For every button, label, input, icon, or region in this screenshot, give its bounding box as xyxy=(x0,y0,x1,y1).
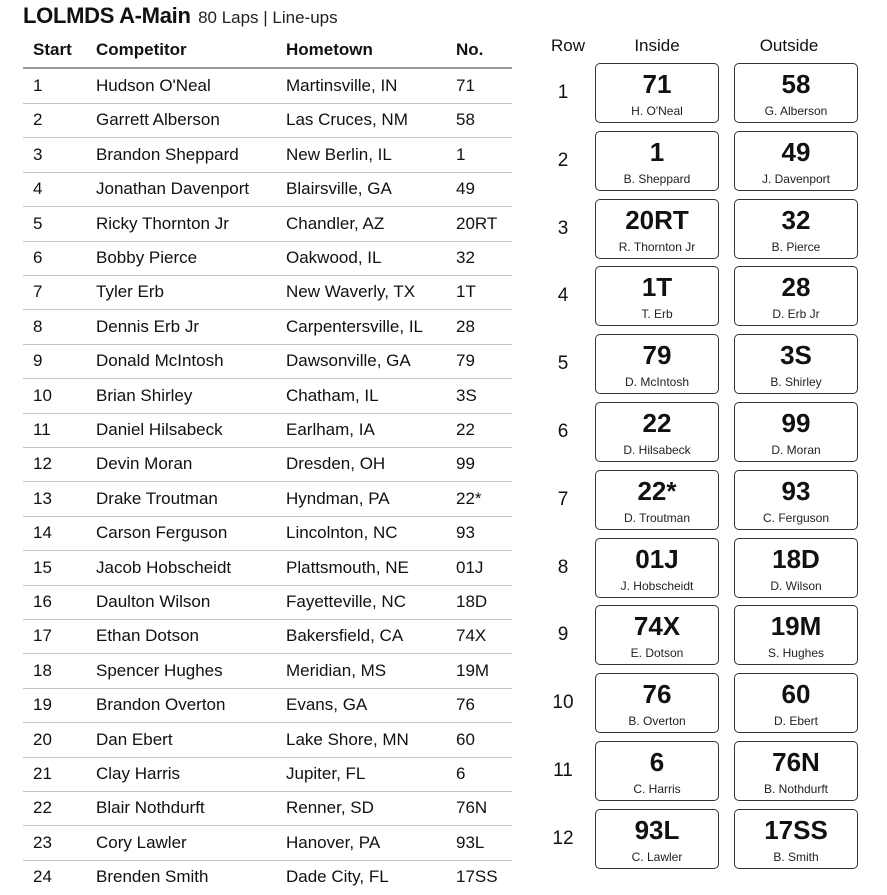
hometown-cell: Carpentersville, IL xyxy=(286,316,424,336)
competitor-cell: Jonathan Davenport xyxy=(96,179,250,199)
grid-row-number: 3 xyxy=(557,217,569,239)
car-number: 3S xyxy=(780,340,812,371)
start-cell: 6 xyxy=(33,248,43,267)
competitor-cell: Daniel Hilsabeck xyxy=(96,420,223,439)
car-number: 1 xyxy=(649,136,665,167)
hometown-cell: Fayetteville, NC xyxy=(286,592,406,611)
number-cell: 76N xyxy=(456,798,488,818)
start-cell: 14 xyxy=(33,523,52,543)
car-number: 17SS xyxy=(764,814,828,845)
table-row xyxy=(23,826,512,860)
car-number: 1T xyxy=(641,272,673,303)
car-number: 74X xyxy=(633,611,681,642)
hometown-cell: Lake Shore, MN xyxy=(286,729,409,749)
competitor-cell: Ricky Thornton Jr xyxy=(96,213,229,233)
competitor-cell: Devin Moran xyxy=(96,454,193,474)
hometown-cell: New Berlin, IL xyxy=(286,144,392,164)
driver-name: C. Harris xyxy=(633,782,681,796)
table-row xyxy=(23,723,512,757)
grid-slot-inside xyxy=(595,809,719,869)
grid-slot-inside xyxy=(595,741,719,801)
grid-slot-outside xyxy=(734,63,858,123)
table-row xyxy=(23,310,512,344)
grid-header-row: Row xyxy=(550,36,585,55)
grid-slot-outside xyxy=(734,131,858,191)
driver-name: D. McIntosh xyxy=(624,375,690,390)
grid-row-number: 5 xyxy=(557,353,569,375)
number-cell: 49 xyxy=(456,179,475,199)
number-cell: 71 xyxy=(456,76,475,95)
competitor-cell: Brandon Sheppard xyxy=(96,144,239,164)
driver-name: D. Ebert xyxy=(773,714,818,729)
table-row xyxy=(23,654,512,688)
car-number: 32 xyxy=(781,204,811,235)
grid-slot-outside xyxy=(734,605,858,665)
table-row xyxy=(23,482,512,516)
start-cell: 10 xyxy=(33,385,52,405)
table-row xyxy=(23,791,512,825)
hometown-cell: Hanover, PA xyxy=(286,832,381,852)
number-cell: 58 xyxy=(456,110,475,130)
grid-slot-outside xyxy=(734,741,858,801)
grid-slot-outside xyxy=(734,538,858,598)
car-number: 76 xyxy=(642,679,672,710)
competitor-cell: Dennis Erb Jr xyxy=(96,316,199,336)
grid-row-number: 12 xyxy=(552,827,574,849)
start-cell: 20 xyxy=(33,729,52,749)
start-cell: 1 xyxy=(33,76,43,95)
hometown-cell: Dawsonville, GA xyxy=(286,351,411,371)
competitor-cell: Brian Shirley xyxy=(96,385,193,405)
number-cell: 01J xyxy=(456,557,484,577)
header-number: No. xyxy=(456,40,484,59)
table-row xyxy=(23,275,512,309)
grid-slot-inside xyxy=(595,605,719,665)
number-cell: 20RT xyxy=(456,213,498,233)
competitor-cell: Clay Harris xyxy=(96,764,181,783)
table-row xyxy=(23,69,512,103)
driver-name: B. Nothdurft xyxy=(763,782,829,796)
car-number: 49 xyxy=(781,136,811,167)
start-cell: 13 xyxy=(33,488,52,508)
driver-name: B. Overton xyxy=(628,714,686,729)
driver-name: D. Erb Jr xyxy=(772,307,820,322)
start-cell: 17 xyxy=(33,626,52,646)
table-row xyxy=(23,860,512,894)
start-cell: 24 xyxy=(33,867,52,887)
table-row xyxy=(23,757,512,791)
grid-slot-inside xyxy=(595,538,719,598)
title-main: LOLMDS A-Main xyxy=(23,3,191,28)
number-cell: 74X xyxy=(456,626,487,646)
hometown-cell: Plattsmouth, NE xyxy=(286,557,409,577)
grid-slot-outside xyxy=(734,809,858,869)
start-cell: 23 xyxy=(33,832,52,852)
competitor-cell: Cory Lawler xyxy=(96,832,187,852)
start-cell: 8 xyxy=(33,316,43,336)
grid-row-number: 7 xyxy=(557,488,569,510)
car-number: 58 xyxy=(781,69,811,99)
hometown-cell: Dresden, OH xyxy=(286,454,386,474)
hometown-cell: New Waverly, TX xyxy=(286,282,416,302)
grid-header-inside: Inside xyxy=(634,36,680,55)
hometown-cell: Chatham, IL xyxy=(286,385,379,405)
grid-slot-outside xyxy=(734,470,858,530)
driver-name: E. Dotson xyxy=(630,646,684,661)
car-number: 22* xyxy=(637,475,677,506)
start-cell: 16 xyxy=(33,592,52,611)
start-cell: 5 xyxy=(33,213,43,233)
table-row xyxy=(23,172,512,206)
table-row xyxy=(23,241,512,275)
driver-name: B. Pierce xyxy=(771,239,821,254)
number-cell: 19M xyxy=(456,660,490,680)
grid-slot-inside xyxy=(595,266,719,326)
hometown-cell: Renner, SD xyxy=(286,798,374,818)
competitor-cell: Donald McIntosh xyxy=(96,351,224,371)
competitor-cell: Garrett Alberson xyxy=(96,110,220,130)
start-cell: 21 xyxy=(33,764,52,783)
grid-slot-outside xyxy=(734,199,858,259)
car-number: 76N xyxy=(772,747,820,777)
grid-slot-inside xyxy=(595,673,719,733)
driver-name: S. Hughes xyxy=(767,646,825,661)
driver-name: D. Troutman xyxy=(623,510,691,525)
hometown-cell: Meridian, MS xyxy=(286,660,387,680)
grid-row-number: 9 xyxy=(557,624,569,646)
competitor-cell: Bobby Pierce xyxy=(96,248,198,267)
hometown-cell: Evans, GA xyxy=(286,695,368,715)
number-cell: 3S xyxy=(456,385,477,405)
grid-row-number: 4 xyxy=(557,285,569,307)
table-row xyxy=(23,619,512,653)
driver-name: B. Smith xyxy=(773,849,819,864)
competitor-cell: Blair Nothdurft xyxy=(96,798,205,818)
competitor-cell: Brenden Smith xyxy=(96,867,209,887)
number-cell: 93 xyxy=(456,523,475,543)
grid-slot-inside xyxy=(595,63,719,123)
table-row xyxy=(23,207,512,241)
start-cell: 3 xyxy=(33,144,43,164)
hometown-cell: Jupiter, FL xyxy=(286,764,366,783)
grid-slot-outside xyxy=(734,402,858,462)
number-cell: 32 xyxy=(456,248,475,267)
grid-slot-outside xyxy=(734,334,858,394)
table-row xyxy=(23,551,512,585)
grid-row-number: 10 xyxy=(552,692,574,714)
competitor-cell: Spencer Hughes xyxy=(96,660,223,680)
competitor-cell: Hudson O'Neal xyxy=(96,76,211,95)
table-row xyxy=(23,344,512,378)
driver-name: B. Sheppard xyxy=(623,171,691,186)
competitor-cell: Ethan Dotson xyxy=(96,626,200,646)
grid-slot-inside xyxy=(595,131,719,191)
page-title xyxy=(23,4,338,31)
car-number: 93L xyxy=(634,814,680,845)
start-cell: 11 xyxy=(33,420,51,439)
car-number: 19M xyxy=(770,611,822,642)
title-subtitle: 80 Laps | Line-ups xyxy=(198,8,338,27)
car-number: 22 xyxy=(642,408,672,438)
car-number: 6 xyxy=(649,747,665,777)
driver-name: B. Shirley xyxy=(770,375,822,390)
competitor-cell: Drake Troutman xyxy=(96,488,218,508)
competitor-cell: Dan Ebert xyxy=(96,729,173,749)
header-start: Start xyxy=(33,40,72,59)
grid-slot-outside xyxy=(734,673,858,733)
car-number: 20RT xyxy=(625,204,689,235)
table-row xyxy=(23,379,512,413)
car-number: 28 xyxy=(781,272,811,303)
competitor-cell: Brandon Overton xyxy=(96,695,226,715)
hometown-cell: Martinsville, IN xyxy=(286,76,398,95)
grid-header-outside: Outside xyxy=(759,36,819,55)
table-row xyxy=(23,516,512,550)
hometown-cell: Dade City, FL xyxy=(286,867,389,887)
grid-slot-outside xyxy=(734,266,858,326)
number-cell: 1 xyxy=(456,144,466,164)
start-cell: 7 xyxy=(33,282,43,302)
header-competitor: Competitor xyxy=(96,40,187,59)
grid-row-number: 11 xyxy=(553,760,573,781)
number-cell: 99 xyxy=(456,454,475,474)
competitor-cell: Carson Ferguson xyxy=(96,523,228,543)
table-row xyxy=(23,688,512,722)
driver-name: J. Davenport xyxy=(761,171,831,186)
hometown-cell: Chandler, AZ xyxy=(286,213,385,233)
start-cell: 9 xyxy=(33,351,43,371)
start-cell: 22 xyxy=(33,798,52,818)
car-number: 18D xyxy=(772,543,820,574)
grid-slot-inside xyxy=(595,402,719,462)
car-number: 60 xyxy=(781,679,811,710)
competitor-cell: Tyler Erb xyxy=(96,282,165,302)
car-number: 71 xyxy=(642,69,672,99)
hometown-cell: Bakersfield, CA xyxy=(286,626,404,646)
number-cell: 6 xyxy=(456,764,466,783)
driver-name: C. Lawler xyxy=(631,849,683,864)
number-cell: 76 xyxy=(456,695,475,715)
number-cell: 1T xyxy=(456,282,476,302)
start-cell: 4 xyxy=(33,179,43,199)
table-row xyxy=(23,103,512,137)
start-cell: 2 xyxy=(33,110,43,130)
table-row xyxy=(23,447,512,481)
driver-name: C. Ferguson xyxy=(762,510,830,525)
table-row xyxy=(23,138,512,172)
hometown-cell: Lincolnton, NC xyxy=(286,523,398,543)
car-number: 79 xyxy=(642,340,672,371)
car-number: 99 xyxy=(781,408,811,438)
hometown-cell: Blairsville, GA xyxy=(286,179,392,199)
grid-slot-inside xyxy=(595,334,719,394)
number-cell: 28 xyxy=(456,316,475,336)
driver-name: H. O'Neal xyxy=(631,104,683,118)
number-cell: 60 xyxy=(456,729,475,749)
grid-slot-inside xyxy=(595,199,719,259)
driver-name: J. Hobscheidt xyxy=(620,578,694,593)
start-cell: 12 xyxy=(33,454,52,474)
driver-name: T. Erb xyxy=(641,307,673,322)
table-row xyxy=(23,413,512,447)
driver-name: D. Hilsabeck xyxy=(623,443,691,457)
grid-row-number: 2 xyxy=(557,149,569,171)
number-cell: 18D xyxy=(456,592,488,611)
number-cell: 22 xyxy=(456,420,475,439)
number-cell: 79 xyxy=(456,351,475,371)
hometown-cell: Las Cruces, NM xyxy=(286,110,408,130)
competitor-cell: Daulton Wilson xyxy=(96,592,211,611)
table-row xyxy=(23,585,512,619)
number-cell: 93L xyxy=(456,832,485,852)
driver-name: R. Thornton Jr xyxy=(618,239,696,254)
driver-name: D. Moran xyxy=(771,443,821,457)
start-cell: 19 xyxy=(33,695,52,715)
grid-slot-inside xyxy=(595,470,719,530)
car-number: 93 xyxy=(781,475,811,506)
header-hometown: Hometown xyxy=(286,40,373,59)
number-cell: 17SS xyxy=(456,867,498,887)
hometown-cell: Oakwood, IL xyxy=(286,248,382,267)
car-number: 01J xyxy=(635,543,679,574)
grid-row-number: 1 xyxy=(557,82,569,103)
grid-row-number: 6 xyxy=(557,421,569,442)
driver-name: D. Wilson xyxy=(770,578,822,593)
start-cell: 15 xyxy=(33,557,52,577)
competitor-cell: Jacob Hobscheidt xyxy=(96,557,232,577)
hometown-cell: Earlham, IA xyxy=(286,420,375,439)
driver-name: G. Alberson xyxy=(764,104,828,118)
grid-row-number: 8 xyxy=(557,556,569,578)
number-cell: 22* xyxy=(456,488,482,508)
hometown-cell: Hyndman, PA xyxy=(286,488,390,508)
start-cell: 18 xyxy=(33,660,52,680)
